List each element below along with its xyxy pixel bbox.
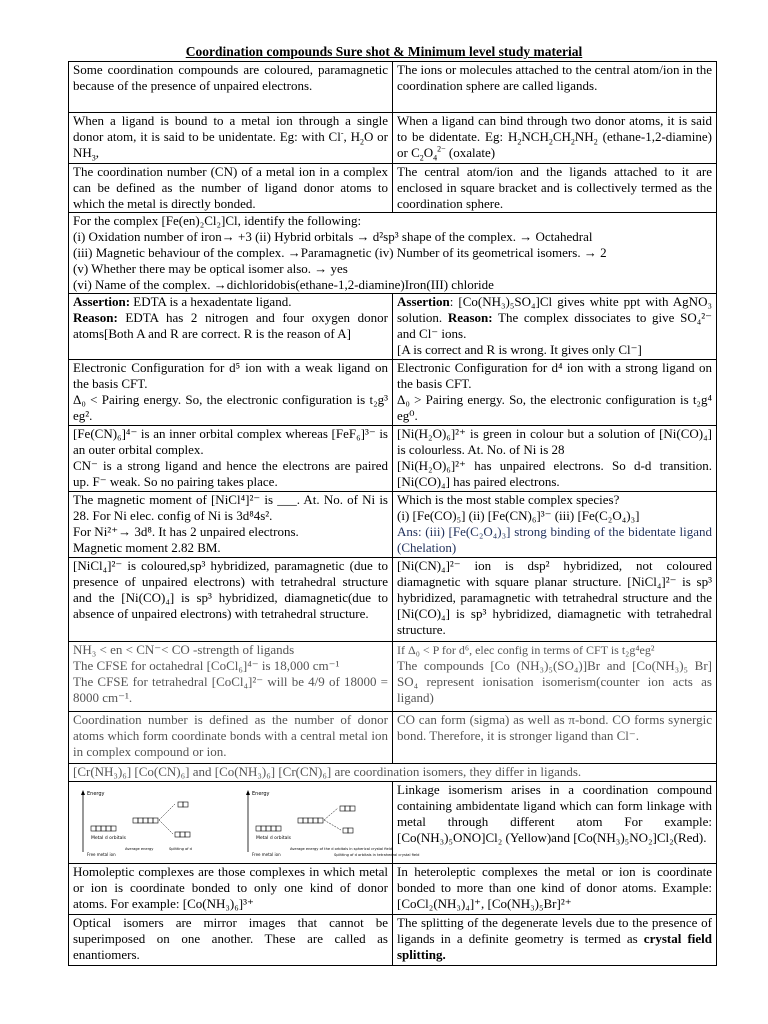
- cell-right: Linkage isomerism arises in a coordination compound containing ambidentate ligand which can form linkage with metal through different atom For example: [Co(NH₃)₅ONO]Cl₂ (Yellow)and [Co(NH₃)₅NO₂]Cl₂(Red).: [393, 782, 717, 864]
- page-title: Coordination compounds Sure shot & Minimum level study material: [185, 44, 583, 59]
- cell-right: [Ni(CN)₄]²⁻ ion is dsp² hybridized, not coloured diamagnetic with square planar structure. [NiCl₄]²⁻ is sp³ hybridized, paramagnetic with tetrahedral structure and the [Ni(CO)₄] is sp³ hybridized, diamagnetic with tetrahedral structure.: [393, 558, 717, 642]
- diagram-cell: [69, 782, 420, 864]
- cell-right: Assertion: [Co(NH₃)₅SO₄]Cl gives white ppt with AgNO₃ solution. Reason: The complex dissociates to give SO₄²⁻ and Cl⁻ ions. [A is correct and R is wrong. It gives only Cl⁻]: [393, 294, 717, 360]
- tetrahedral-splitting-diagram: [238, 786, 420, 858]
- cell-right: In heteroleptic complexes the metal or ion is coordinate bonded to more than one kind of donor atoms. Example: [CoCl₂(NH₃)₄]⁺, [Co(NH₃)₅Br]²⁺: [393, 864, 717, 915]
- svg-text:Average energy of the d orbita: Average energy of the d orbitals in spherical crystal field: [290, 847, 393, 851]
- octahedral-splitting-diagram: [73, 786, 223, 858]
- table-row: [69, 764, 717, 782]
- cell-right: The splitting of the degenerate levels due to the presence of ligands in a definite geometry is termed as crystal field splitting.: [393, 915, 717, 966]
- table-row: [69, 294, 717, 360]
- table-row: [69, 558, 717, 642]
- svg-text:Average energy: Average energy: [125, 847, 154, 851]
- cell-right: When a ligand can bind through two donor atoms, it is said to be didentate. Eg: $H_2NCH_2CH_2NH_2$ (ethane-1,2-diamine) or $C_2O_4^{2-}$ (oxalate): [393, 113, 717, 164]
- svg-text:Splitting of d orbitals in tet: Splitting of d orbitals in tetrahedral crystal field: [334, 853, 420, 857]
- cell-left: Optical isomers are mirror images that cannot be superimposed on one another. These are called as enantiomers.: [69, 915, 393, 966]
- svg-text:Energy: Energy: [252, 791, 270, 797]
- table-row: [69, 164, 717, 213]
- table-row: [69, 213, 717, 294]
- cell-right: [Ni(H₂O)₆]²⁺ is green in colour but a solution of [Ni(CO)₄] is colourless. At. No. of Ni is 28 [Ni(H₂O)₆]²⁺ has unpaired electrons. So d-d transition. [Ni(CO)₄] has paired electrons.: [393, 426, 717, 492]
- table-row: [69, 915, 717, 966]
- cell-right: Electronic Configuration for d⁴ ion with a strong ligand on the basis CFT. Δ₀ > Pairing energy. So, the electronic configuration is t₂g⁴ eg⁰.: [393, 360, 717, 426]
- svg-text:Free metal ion: Free metal ion: [252, 852, 281, 857]
- cell-right: The central atom/ion and the ligands attached to it are enclosed in square bracket and is collectively termed as the coordination sphere.: [393, 164, 717, 213]
- svg-text:Splitting of d: Splitting of d: [169, 847, 192, 851]
- cell-left: Homoleptic complexes are those complexes in which metal or ion is coordinate bonded to only one kind of donor atoms. For example: [Co(NH₃)₆]³⁺: [69, 864, 393, 915]
- table-row: [69, 62, 717, 113]
- table-row: [69, 712, 717, 764]
- cell-left: Assertion: EDTA is a hexadentate ligand. Reason: EDTA has 2 nitrogen and four oxygen donor atoms[Both A and R are correct. R is the reason of A]: [69, 294, 393, 360]
- cell-full: [Cr(NH₃)₆] [Co(CN)₆] and [Co(NH₃)₆] [Cr(CN)₆] are coordination isomers, they differ in ligands.: [69, 764, 717, 782]
- table-row: [69, 864, 717, 915]
- cell-left: When a ligand is bound to a metal ion through a single donor atom, it is said to be unidentate. Eg: with Cl-, $H_2O$ or $NH_3$,: [69, 113, 393, 164]
- cell-right: Which is the most stable complex species? (i) [Fe(CO)₅] (ii) [Fe(CN)₆]³⁻ (iii) [Fe(C₂O₄)₃] Ans: (iii) [Fe(C₂O₄)₃] strong binding of the bidentate ligand (Chelation): [393, 492, 717, 558]
- cell-right: The ions or molecules attached to the central atom/ion in the coordination sphere are called ligands.: [393, 62, 717, 113]
- table-row: [69, 492, 717, 558]
- cell-left: The magnetic moment of [NiCl⁴]²⁻ is ___. At. No. of Ni is 28. For Ni elec. config of Ni is 3d⁸4s². For Ni²⁺→ 3d⁸. It has 2 unpaired electrons. Magnetic moment 2.82 BM.: [69, 492, 393, 558]
- cell-right: If Δ₀ < P for d⁶, elec config in terms of CFT is t₂g⁴eg² The compounds [Co (NH₃)₅(SO₄)]Br and [Co(NH₃)₅ Br] SO₄ represent ionisation isomerism(counter ion acts as ligand): [393, 642, 717, 712]
- cell-left: [NiCl₄]²⁻ is coloured,sp³ hybridized, paramagnetic (due to presence of unpaired electrons) with tetrahedral structure and the [Ni(CO)₄] is sp³ hybridized, diamagnetic(due to absence of unpaired electrons) with tetrahedral structure.: [69, 558, 393, 642]
- cell-left: NH₃ < en < CN⁻< CO -strength of ligands The CFSE for octahedral [CoCl₆]⁴⁻ is 18,000 cm⁻¹ The CFSE for tetrahedral [CoCl₄]²⁻ will be 4/9 of 18000 = 8000 cm⁻¹.: [69, 642, 393, 712]
- cell-left: Some coordination compounds are coloured, paramagnetic because of the presence of unpaired electrons.: [69, 62, 393, 113]
- svg-text:Free metal ion: Free metal ion: [87, 852, 116, 857]
- cell-left: Electronic Configuration for d⁵ ion with a weak ligand on the basis CFT. Δ₀ < Pairing energy. So, the electronic configuration is t₂g³ eg².: [69, 360, 393, 426]
- cell-right: CO can form (sigma) as well as π-bond. CO forms synergic bond. Therefore, it is stronger ligand than Cl⁻.: [393, 712, 717, 764]
- table-row: [69, 426, 717, 492]
- cell-left: Coordination number is defined as the number of donor atoms which form coordinate bonds with a central metal ion in complex compound or ion.: [69, 712, 393, 764]
- study-table: [68, 61, 717, 966]
- table-row: [69, 113, 717, 164]
- cell-full: For the complex [Fe(en)₂Cl₂]Cl, identify the following: (i) Oxidation number of iron→ +3 (ii) Hybrid orbitals → d²sp³ shape of the complex. → Octahedral (iii) Magnetic behaviour of the complex. →Paramagnetic (iv) Number of its geometrical isomers. → 2 (v) Whether there may be optical isomer also. → yes (vi) Name of the complex. →dichloridobis(ethane-1,2-diamine)Iron(III) chloride: [69, 213, 717, 294]
- svg-text:Energy: Energy: [87, 791, 105, 797]
- cell-left: The coordination number (CN) of a metal ion in a complex can be defined as the number of ligand donor atoms to which the metal is directly bonded.: [69, 164, 393, 213]
- svg-text:Metal d orbitals: Metal d orbitals: [91, 836, 126, 841]
- svg-text:Metal d orbitals: Metal d orbitals: [256, 836, 291, 841]
- table-row: [69, 782, 717, 864]
- table-row: [69, 360, 717, 426]
- cell-left: [Fe(CN)₆]⁴⁻ is an inner orbital complex whereas [FeF₆]³⁻ is an outer orbital complex. CN⁻ is a strong ligand and hence the electrons are paired up. F⁻ weak. So no pairing takes place.: [69, 426, 393, 492]
- table-row: [69, 642, 717, 712]
